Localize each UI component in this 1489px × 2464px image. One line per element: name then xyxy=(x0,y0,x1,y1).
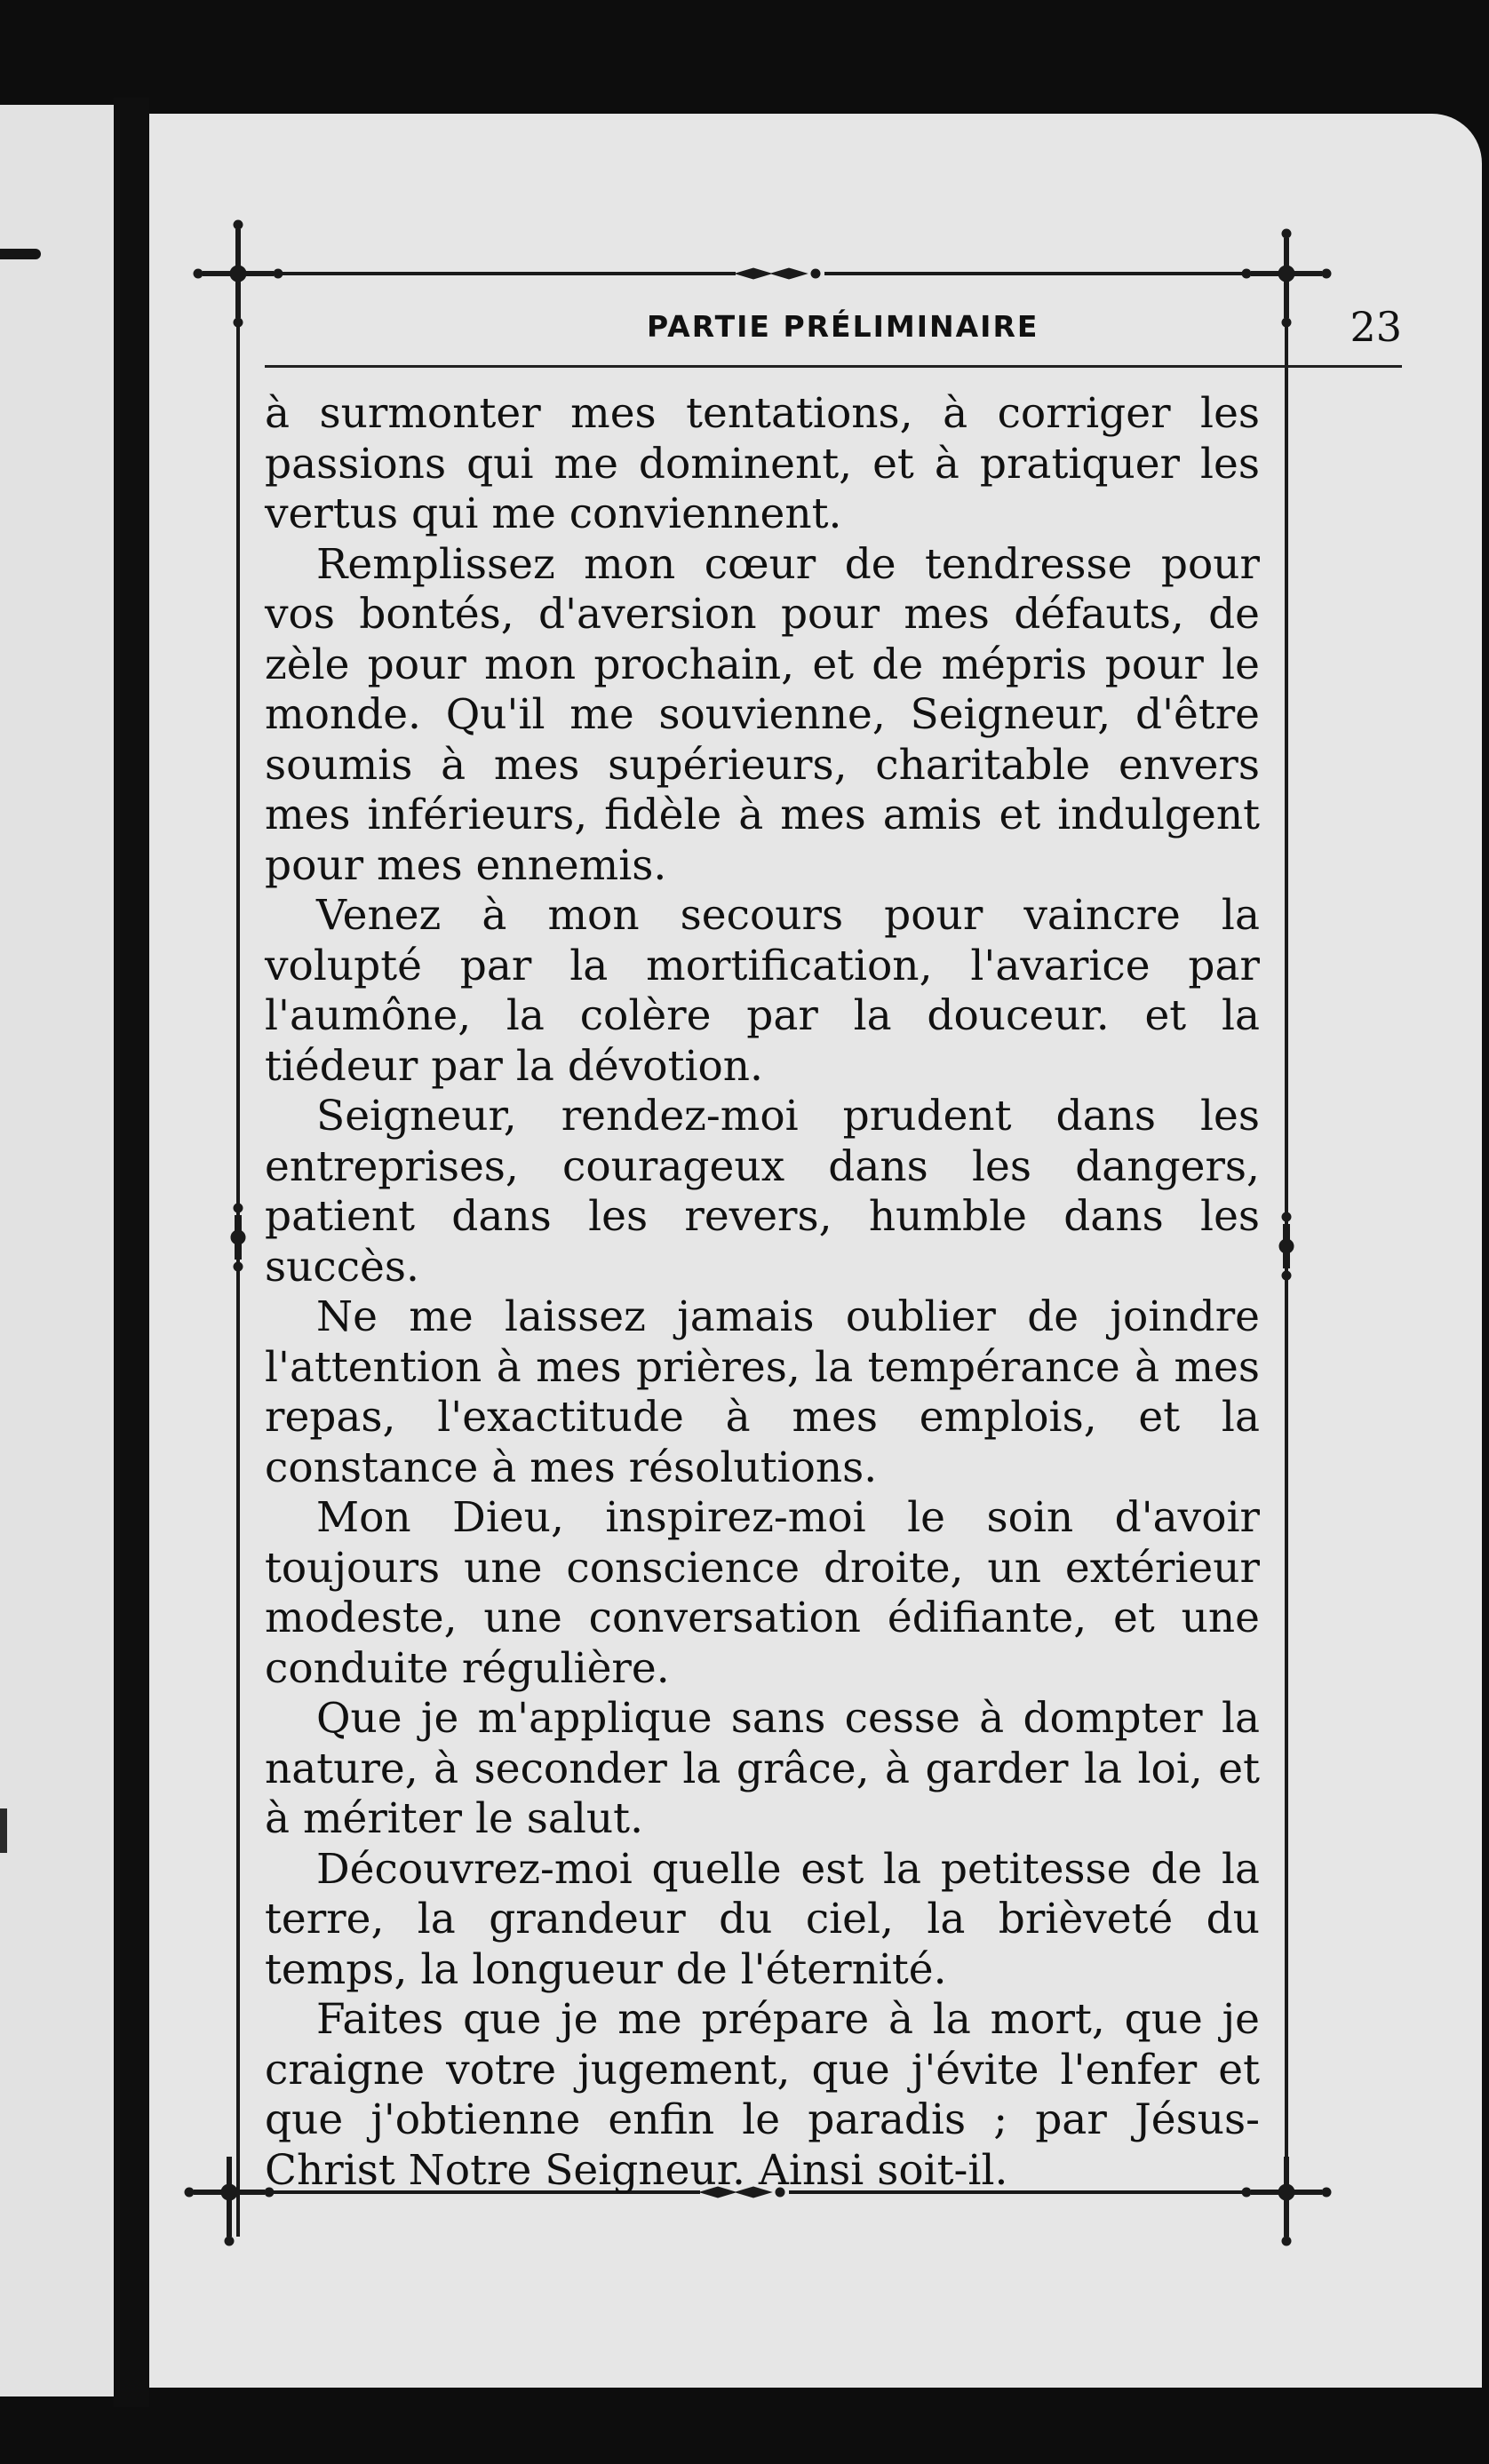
paragraph: Mon Dieu, inspirez-moi le soin d'avoir toujours une conscience droite, un extérieur modeste, une conversation édifiante, et une conduite régulière. xyxy=(265,1493,1260,1693)
paragraph: Venez à mon secours pour vaincre la volupté par la mortification, l'avarice par l'aumône, la colère par la douceur. et la tiédeur par la dévotion. xyxy=(265,891,1260,1091)
paragraph: Faites que je me prépare à la mort, que je craigne votre jugement, que j'évite l'enfer et que j'obtienne enfin le paradis ; par Jésus-Christ Notre Seigneur. Ainsi soit-il. xyxy=(265,1995,1260,2195)
book-gutter xyxy=(114,98,149,2407)
paragraph: à surmonter mes tentations, à corriger les passions qui me dominent, et à pratiquer les vertus qui me conviennent. xyxy=(265,389,1260,538)
page-number: 23 xyxy=(1350,303,1402,351)
paragraph: Remplissez mon cœur de tendresse pour vos bontés, d'aversion pour mes défauts, de zèle pour mon prochain, et de mépris pour le monde. Qu'il me souvienne, Seigneur, d'être soumis à mes supérieurs, charitable envers mes inférieurs, fidèle à mes amis et indulgent pour mes ennemis. xyxy=(265,539,1260,890)
paragraph: Seigneur, rendez-moi prudent dans les entreprises, courageux dans les dangers, patient dans les revers, humble dans les succès. xyxy=(265,1092,1260,1292)
running-head: PARTIE PRÉLIMINAIRE xyxy=(647,309,1039,344)
prayer-text xyxy=(265,389,1260,2196)
facing-page-mark xyxy=(0,249,41,259)
facing-page-tick xyxy=(0,1808,7,1853)
book-page xyxy=(149,114,1482,2388)
paragraph: Découvrez-moi quelle est la petitesse de la terre, la grandeur du ciel, la brièveté du temps, la longueur de l'éternité. xyxy=(265,1844,1260,1994)
paragraph: Que je m'applique sans cesse à dompter la nature, à seconder la grâce, à garder la loi, et à mériter le salut. xyxy=(265,1694,1260,1843)
header-rule xyxy=(265,365,1402,368)
facing-page-edge xyxy=(0,105,114,2396)
page-header xyxy=(265,300,1402,362)
paragraph: Ne me laissez jamais oublier de joindre l'attention à mes prières, la tempérance à mes repas, l'exactitude à mes emplois, et la constance à mes résolutions. xyxy=(265,1292,1260,1492)
